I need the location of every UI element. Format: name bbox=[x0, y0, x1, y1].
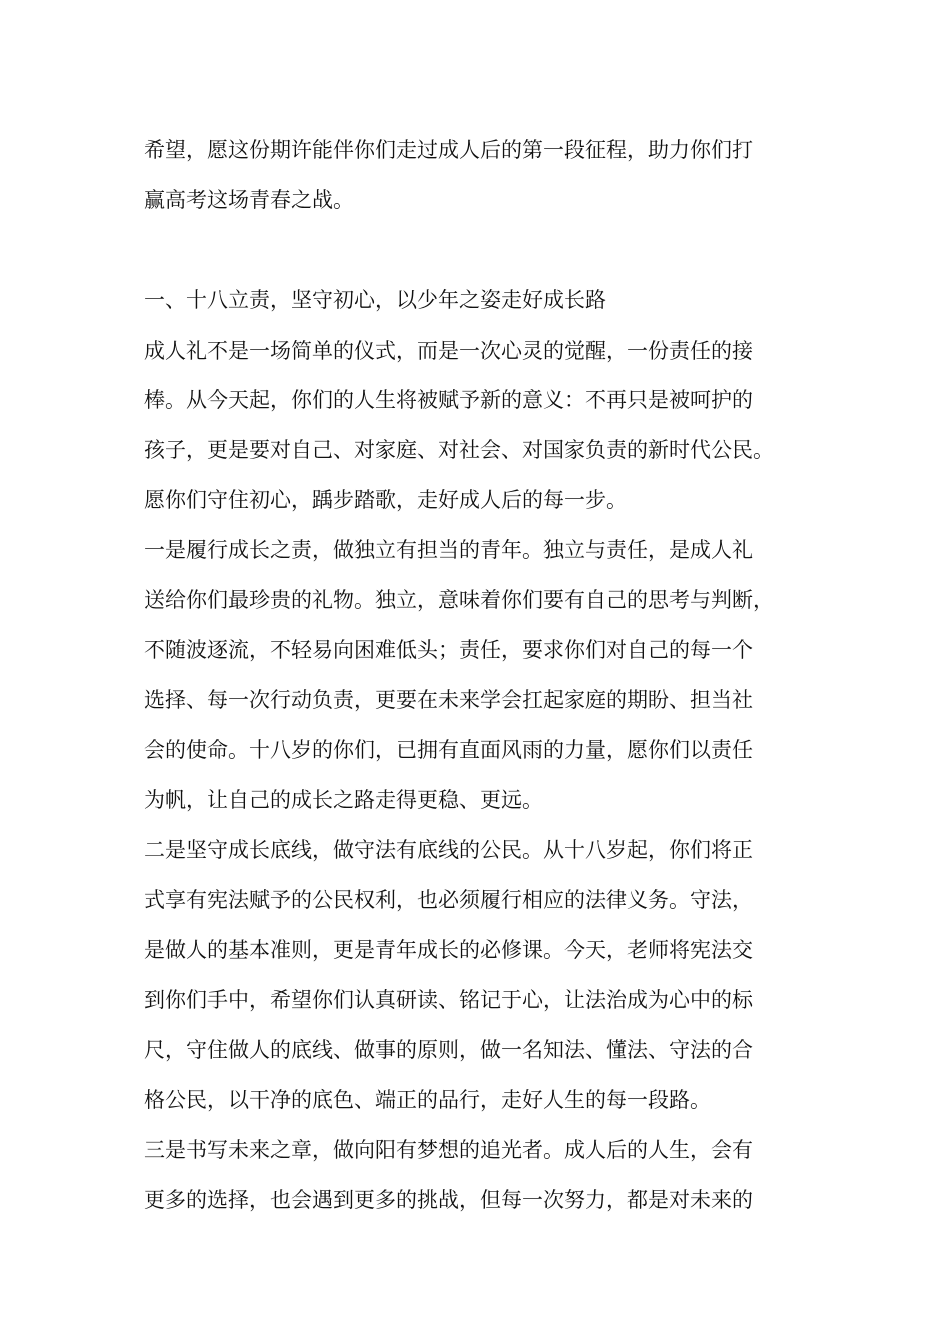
text-line-10: 选择、每一次行动负责，更要在未来学会扛起家庭的期盼、担当社 bbox=[144, 688, 753, 712]
text-line-13: 二是坚守成长底线，做守法有底线的公民。从十八岁起，你们将正 bbox=[144, 838, 753, 862]
text-line-18: 格公民，以干净的底色、端正的品行，走好人生的每一段路。 bbox=[144, 1088, 711, 1112]
text-line-14: 式享有宪法赋予的公民权利，也必须履行相应的法律义务。守法， bbox=[144, 888, 753, 912]
text-line-2: 赢高考这场青春之战。 bbox=[144, 188, 354, 212]
text-line-3: 成人礼不是一场简单的仪式，而是一次心灵的觉醒，一份责任的接 bbox=[144, 339, 753, 363]
text-line-8: 送给你们最珍贵的礼物。独立，意味着你们要有自己的思考与判断， bbox=[144, 588, 774, 612]
text-line-19: 三是书写未来之章，做向阳有梦想的追光者。成人后的人生，会有 bbox=[144, 1138, 753, 1162]
text-line-9: 不随波逐流，不轻易向困难低头；责任，要求你们对自己的每一个 bbox=[144, 638, 753, 662]
text-line-16: 到你们手中，希望你们认真研读、铭记于心，让法治成为心中的标 bbox=[144, 988, 753, 1012]
text-line-7: 一是履行成长之责，做独立有担当的青年。独立与责任，是成人礼 bbox=[144, 538, 753, 562]
text-line-11: 会的使命。十八岁的你们，已拥有直面风雨的力量，愿你们以责任 bbox=[144, 738, 753, 762]
text-line-15: 是做人的基本准则，更是青年成长的必修课。今天，老师将宪法交 bbox=[144, 938, 753, 962]
text-line-17: 尺，守住做人的底线、做事的原则，做一名知法、懂法、守法的合 bbox=[144, 1038, 753, 1062]
text-line-12: 为帆，让自己的成长之路走得更稳、更远。 bbox=[144, 788, 543, 812]
text-line-6: 愿你们守住初心，踽步踏歌，走好成人后的每一步。 bbox=[144, 488, 627, 512]
text-line-1: 希望，愿这份期许能伴你们走过成人后的第一段征程，助力你们打 bbox=[144, 138, 753, 162]
text-line-5: 孩子，更是要对自己、对家庭、对社会、对国家负责的新时代公民。 bbox=[144, 438, 774, 462]
text-line-20: 更多的选择，也会遇到更多的挑战，但每一次努力，都是对未来的 bbox=[144, 1188, 753, 1212]
text-line-4: 棒。从今天起，你们的人生将被赋予新的意义：不再只是被呵护的 bbox=[144, 388, 753, 412]
section-heading-1: 一、十八立责，坚守初心，以少年之姿走好成长路 bbox=[144, 288, 606, 312]
